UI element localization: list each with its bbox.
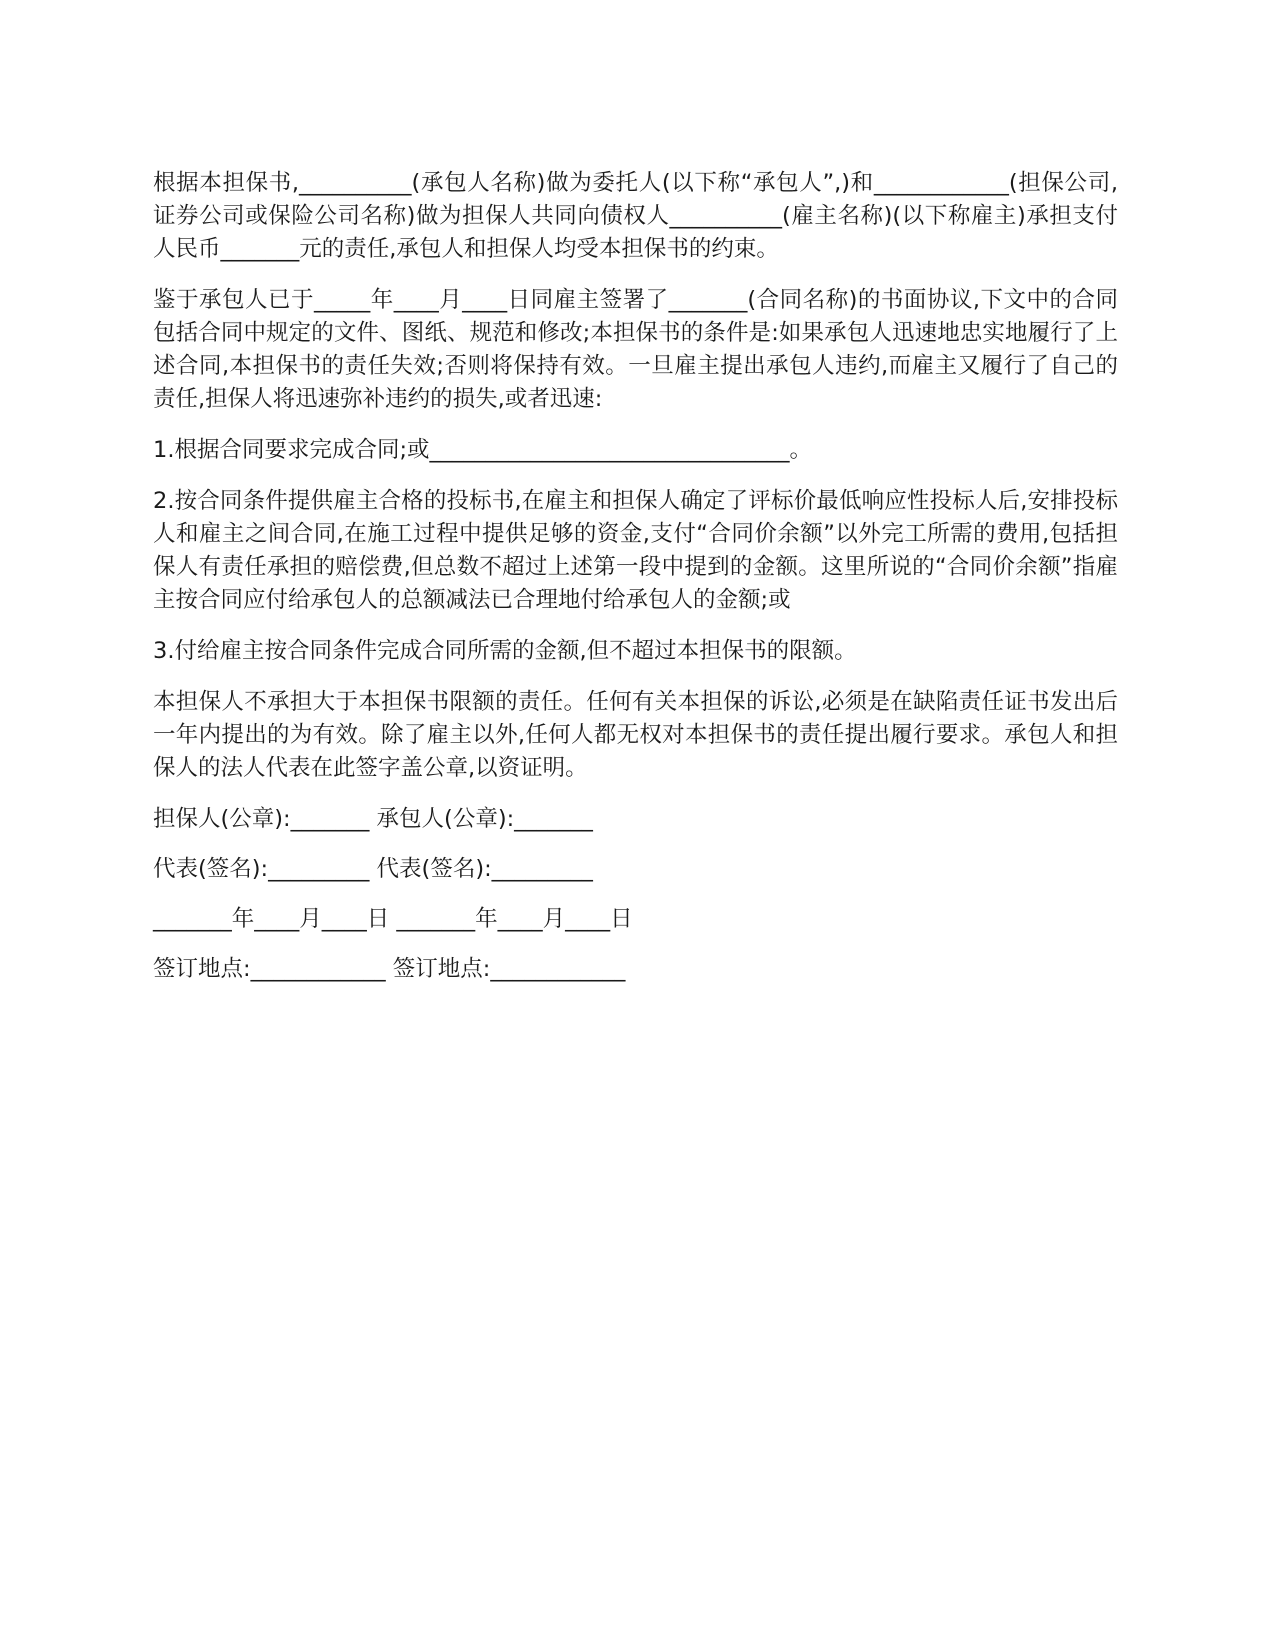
paragraph-option-2: 2.按合同条件提供雇主合格的投标书,在雇主和担保人确定了评标价最低响应性投标人后,安排投标人和雇主之间合同,在施工过程中提供足够的资金,支付“合同价余额”以外完工所需的费用,包括担保人有责任承担的赔偿费,但总数不超过上述第一段中提到的金额。这里所说的“合同价余额”指雇主按合同应付给承包人的总额减法已合理地付给承包人的金额;或 — [153, 488, 1118, 613]
paragraph-option-3: 3.付给雇主按合同条件完成合同所需的金额,但不超过本担保书的限额。 — [153, 638, 857, 664]
paragraph-liability-limit: 本担保人不承担大于本担保书限额的责任。任何有关本担保的诉讼,必须是在缺陷责任证书发出后一年内提出的为有效。除了雇主以外,任何人都无权对本担保书的责任提出履行要求。承包人和担保人的法人代表在此签字盖公章,以资证明。 — [153, 689, 1118, 781]
paragraph-guarantee-intro: 根据本担保书,__________(承包人名称)做为委托人(以下称“承包人”,)和____________(担保公司,证券公司或保险公司名称)做为担保人共同向债权人__________(雇主名称)(以下称雇主)承担支付人民币_______元的责任,承包人和担保人均受本担保书的约束。 — [153, 170, 1118, 262]
signature-representative-line: 代表(签名):_________ 代表(签名):_________ — [153, 856, 593, 882]
signature-date-line: _______年____月____日 _______年____月____日 — [153, 906, 633, 932]
paragraph-option-1: 1.根据合同要求完成合同;或________________________________。 — [153, 437, 813, 463]
document-body — [153, 167, 1118, 1003]
signature-place-line: 签订地点:____________ 签订地点:____________ — [153, 956, 626, 982]
signature-seal-line: 担保人(公章):_______ 承包人(公章):_______ — [153, 806, 593, 832]
paragraph-contract-conditions: 鉴于承包人已于_____年____月____日同雇主签署了_______(合同名称)的书面协议,下文中的合同包括合同中规定的文件、图纸、规范和修改;本担保书的条件是:如果承包人迅速地忠实地履行了上述合同,本担保书的责任失效;否则将保持有效。一旦雇主提出承包人违约,而雇主又履行了自己的责任,担保人将迅速弥补违约的损失,或者迅速: — [153, 287, 1118, 412]
